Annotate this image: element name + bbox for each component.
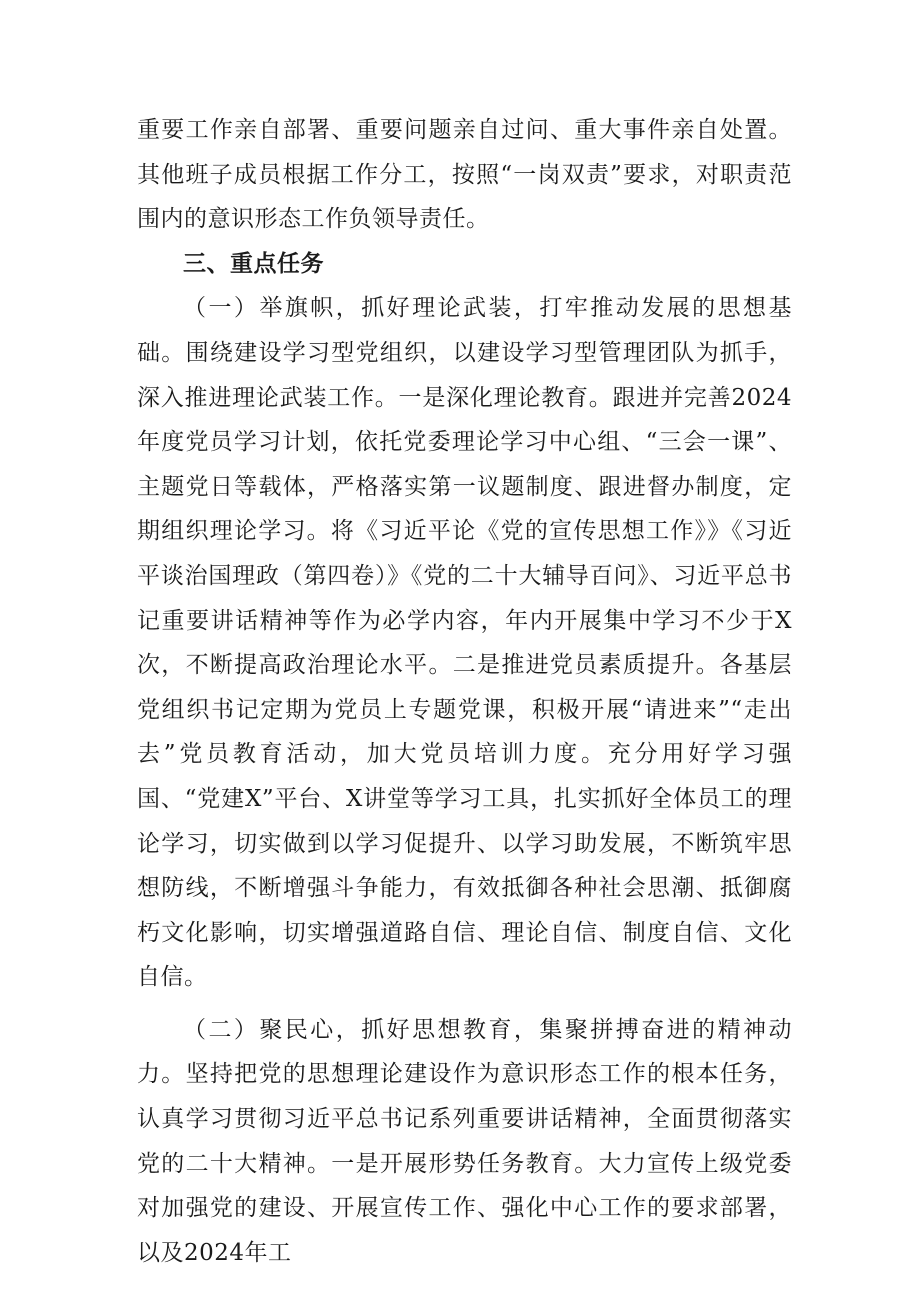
paragraph-spacer [137,1000,792,1008]
document-body [137,108,792,1275]
paragraph-theory-arming: （一）举旗帜，抓好理论武装，打牢推动发展的思想基础。围绕建设学习型党组织，以建设学习型管理团队为抓手，深入推进理论武装工作。一是深化理论教育。跟进并完善2024年度党员学习计划，依托党委理论学习中心组、“三会一课”、主题党日等载体，严格落实第一议题制度、跟进督办制度，定期组织理论学习。将《习近平论《党的宣传思想工作》》《习近平谈治国理政（第四卷）》《党的二十大辅导百问》、习近平总书记重要讲话精神等作为必学内容，年内开展集中学习不少于X次，不断提高政治理论水平。二是推进党员素质提升。各基层党组织书记定期为党员上专题党课，积极开展“请进来”“走出去”党员教育活动，加大党员培训力度。充分用好学习强国、“党建X”平台、X讲堂等学习工具，扎实抓好全体员工的理论学习，切实做到以学习促提升、以学习助发展，不断筑牢思想防线，不断增强斗争能力，有效抵御各种社会思潮、抵御腐朽文化影响，切实增强道路自信、理论自信、制度自信、文化自信。 [137,295,792,991]
paragraph-ideological-education: （二）聚民心，抓好思想教育，集聚拼搏奋进的精神动力。坚持把党的思想理论建设作为意识形态工作的根本任务，认真学习贯彻习近平总书记系列重要讲话精神，全面贯彻落实党的二十大精神。一是开展形势任务教育。大力宣传上级党委对加强党的建设、开展宣传工作、强化中心工作的要求部署，以及2024年工 [137,1016,792,1266]
paragraph-responsibility: 重要工作亲自部署、重要问题亲自过问、重大事件亲自处置。其他班子成员根据工作分工，按照“一岗双责”要求，对职责范围内的意识形态工作负领导责任。 [137,117,792,233]
section-heading-key-tasks: 三、重点任务 [183,250,324,277]
